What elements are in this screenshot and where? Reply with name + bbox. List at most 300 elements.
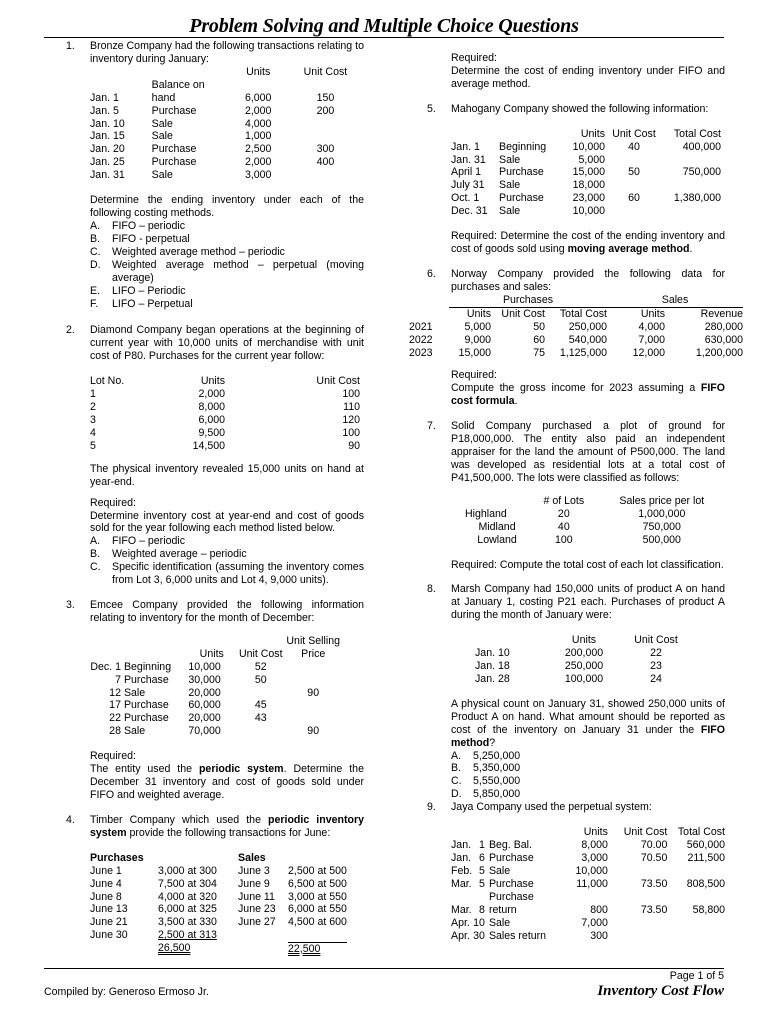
table-cell: 250,000 [564,660,604,673]
table-row [90,92,364,105]
table-cell: 6,000 at 325 [158,903,217,916]
table-cell: 540,000 [568,333,607,346]
table-row [90,440,360,453]
table-cell [286,712,340,725]
right-column [405,52,743,942]
col-header-total-cost: Total Cost [677,826,725,839]
table-cell: 6,000 [244,91,272,104]
table-cell: 20,000 [188,712,221,725]
table-cell: Jan. 18 [475,660,510,673]
table-row [90,929,347,942]
table-cell: June 23 [238,903,276,916]
table-cell: 43 [254,712,267,725]
table-cell: 70.50 [640,852,668,865]
table-cell: 28 [109,725,121,738]
col-header-sales-units: Units [640,307,665,320]
table-cell: Sale [488,916,511,929]
table-cell: Jan. 25 [90,156,125,169]
option-item: A. FIFO – periodic [90,219,186,232]
table-cell [605,154,663,167]
table-cell: 3,000 [581,852,608,865]
table-cell: 8,000 [581,839,608,852]
problem-number: 8. [427,583,436,596]
table-cell [286,661,340,674]
option-list [451,750,725,802]
problem-4-continued [405,52,725,91]
transactions-table [451,826,725,942]
table-cell: 5 [479,864,485,877]
option-item: D. Weighted average method – perpetual (moving average) [90,258,364,284]
table-cell: Sale [151,130,173,143]
table-cell: 300 [590,929,608,942]
table-row [451,878,725,891]
table-cell: 1,380,000 [673,192,721,205]
table-cell: 70.00 [640,839,668,852]
left-column [44,40,364,956]
table-cell: 75 [533,346,545,359]
col-header-units: Units [580,127,605,140]
table-row [409,334,743,347]
table-cell: 52 [254,660,267,673]
table-cell: 7,500 at 304 [158,877,217,890]
table-cell: 73.50 [640,877,668,890]
table-cell: 58,800 [692,903,725,916]
table-cell [663,205,721,218]
table-cell: Beginning [499,140,547,153]
problem-intro: Marsh Company had 150,000 units of product A on hand at January 1, costing P21 each. Purchases of product A during the month of January were: [451,583,725,622]
option-item: D. 5,850,000 [451,788,521,801]
col-header-units: Units [200,375,225,388]
problem-number: 5. [427,102,436,115]
table-cell: 6,500 at 500 [288,877,347,890]
table-cell: 90 [307,686,320,699]
page-number: Page 1 of 5 [669,970,724,982]
table-row [451,192,721,205]
option-item: B. FIFO - perpetual [90,232,190,245]
problem-9 [405,801,725,942]
table-cell: Sale [123,686,146,699]
table-cell: 500,000 [642,533,681,546]
table-row [451,917,725,930]
table-row [90,156,364,169]
table-cell [286,674,340,687]
table-cell: Apr. [451,929,470,942]
table-cell: Jan. 28 [475,672,510,685]
table-cell: 3,000 [244,169,272,182]
table-cell: 3,500 at 330 [158,916,217,929]
table-cell: 2,000 [244,156,272,169]
table-cell: 10,000 [575,864,608,877]
table-cell: 400,000 [682,140,721,153]
col-header-units: Units [571,634,597,647]
problem-text: The physical inventory revealed 15,000 units on hand at year-end. [90,462,364,488]
col-header-price: Unit Selling [286,634,340,647]
table-cell: June 30 [90,929,128,942]
table-cell: July 31 [451,179,485,192]
table-cell: Purchase [151,156,197,169]
table-row [90,388,360,401]
col-header-total-cost: Total Cost [673,127,721,140]
table-row [451,904,725,917]
table-cell: 560,000 [686,839,725,852]
table-cell [667,891,725,904]
table-row [465,534,725,547]
table-cell: 200 [316,104,335,117]
table-cell: Sale [499,153,521,166]
col-header-lots: # of Lots [543,494,585,507]
table-row [90,712,340,725]
table-cell: Balance on [151,78,205,91]
col-header-units: Units [246,65,271,78]
table-cell: Jan. 5 [90,104,119,117]
table-row [90,674,340,687]
table-cell: June 27 [238,916,276,929]
option-item: B. 5,350,000 [451,762,521,775]
table-cell: Sale [499,179,521,192]
table-cell [451,891,473,904]
col-header-lot: Lot No. [90,375,125,388]
table-row [451,839,725,852]
table-cell: 1,000 [244,130,272,143]
table-cell: 2,500 at 500 [288,864,347,877]
table-row [90,414,360,427]
table-cell [667,917,725,930]
table-cell: return [488,903,517,916]
table-cell: 5 [479,877,485,890]
table-cell: 4,000 [638,320,665,333]
problem-8 [405,583,725,801]
purchases-sales-table [409,294,743,360]
table-cell: 100 [554,533,573,546]
table-cell: 24 [650,672,662,685]
table-cell: Jan. [451,852,472,865]
table-row [475,660,701,673]
table-cell: 8,000 [198,401,225,414]
option-item: A. FIFO – periodic [90,535,186,548]
col-header-unit-cost: Unit Cost [634,634,678,647]
option-item: A. 5,250,000 [451,749,521,762]
table-cell: Purchase [488,852,534,865]
option-item: C. Weighted average method – periodic [90,245,285,258]
problem-7 [405,420,725,571]
table-cell: 7,000 [638,333,665,346]
table-cell: 280,000 [704,320,743,333]
table-cell: 10,000 [572,205,605,218]
table-cell: 800 [590,903,608,916]
total-sales: 22,500 [288,942,321,955]
table-cell: Mar. [451,877,472,890]
footer-subject-title: Inventory Cost Flow [597,983,724,999]
table-cell [287,169,364,182]
table-row [90,661,340,674]
table-cell: 5 [90,439,96,452]
table-cell: 2 [90,401,96,414]
table-cell: June 11 [238,890,275,903]
table-row [451,179,721,192]
table-cell: Sale [123,725,146,738]
table-cell: 40 [557,520,570,533]
table-cell: 90 [307,725,320,738]
table-row [409,321,743,334]
table-row [475,673,701,686]
table-cell: 12,000 [632,346,665,359]
table-cell: 10 [473,916,485,929]
table-cell: Dec. 31 [451,205,488,218]
col-header-unit-cost: Unit Cost [238,647,283,660]
table-cell: 60 [533,333,545,346]
option-item: B. Weighted average – periodic [90,548,247,561]
table-cell: Jan. 10 [475,647,510,660]
title-divider [44,37,724,38]
table-cell: Oct. 1 [451,192,480,205]
table-row [90,725,340,738]
table-cell: Purchase [499,166,544,179]
problem-intro: Emcee Company provided the following information relating to inventory for the month of December: [90,599,364,624]
table-cell: 10,000 [188,660,221,673]
problem-number: 2. [66,324,75,337]
table-cell: 50 [533,320,545,333]
table-cell [663,154,721,167]
table-cell: Purchase [123,699,169,712]
table-cell: 8 [479,903,485,916]
table-cell [473,891,489,904]
page-title: Problem Solving and Multiple Choice Questions [189,15,579,37]
table-cell: 50 [628,166,640,179]
table-cell: 4 [90,426,96,439]
table-cell: 23 [650,660,662,673]
table-cell: Sale [488,864,511,877]
table-cell: 18,000 [572,179,605,192]
table-cell: Jan. 1 [90,91,119,104]
table-cell: June 3 [238,864,270,877]
table-cell [605,179,663,192]
table-cell: June 8 [90,890,122,903]
table-cell: 100 [342,426,360,439]
col-header-unit-cost: Unit Cost [623,826,668,839]
problem-intro: Diamond Company began operations at the beginning of current year with 10,000 units of merchandise with unit cost of P80. Purchases for the current year follow: [90,324,364,363]
table-cell: 40 [628,140,640,153]
table-cell: Sale [151,169,173,182]
table-cell: 300 [316,143,335,156]
table-cell: 630,000 [704,333,743,346]
table-cell: 17 [109,699,121,712]
table-cell: June 13 [90,903,128,916]
table-cell: 211,500 [687,852,725,865]
problem-2 [44,324,364,587]
table-cell: Feb. [451,864,473,877]
table-cell: Jan. [451,839,472,852]
transactions-table [90,635,340,738]
table-cell [235,725,286,738]
table-cell: hand [151,91,176,104]
table-cell: 12 [109,686,121,699]
table-row [90,427,360,440]
table-cell: 1,000,000 [638,507,686,520]
problem-number: 6. [427,267,436,280]
table-cell: Purchase [123,673,169,686]
table-cell: 2,500 at 313 [158,929,217,942]
table-cell: 120 [342,413,360,426]
table-cell [667,930,725,943]
table-cell: 150 [316,91,335,104]
problem-question: Compute the gross income for 2023 assuming a FIFO cost formula. [451,382,725,408]
table-cell: 100 [342,388,360,401]
col-header-unit-cost: Unit Cost [303,65,348,78]
table-cell: 1,125,000 [559,346,607,359]
problem-number: 3. [66,599,75,612]
problem-question: The entity used the periodic system. Determine the December 31 inventory and cost of goods sold under FIFO and weighted average. [90,763,364,802]
table-cell: 4,500 at 600 [288,916,347,929]
table-cell: 15,000 [458,346,491,359]
table-cell: 73.50 [640,903,668,916]
problem-intro: Mahogany Company showed the following information: [451,102,709,115]
table-cell [235,687,286,700]
table-cell: 1,200,000 [695,346,743,359]
footer-divider [44,968,724,969]
problem-question: Determine inventory cost at year-end and cost of goods sold for the year following each method listed below. [90,509,364,535]
problem-number: 9. [427,801,436,814]
table-row [451,154,721,167]
table-cell: 9,000 [464,333,491,346]
option-list [90,220,364,310]
table-cell: Jan. 15 [90,130,125,143]
table-cell: Highland [465,507,507,520]
compiled-by: Compiled by: Generoso Ermoso Jr. [44,986,209,998]
table-cell: June 4 [90,877,122,890]
table-cell: 7 [115,673,121,686]
table-cell: 9,500 [198,426,225,439]
table-cell [287,118,364,131]
col-header-unit-cost: Unit Cost [612,127,656,140]
table-cell: 90 [348,439,360,452]
table-row [90,865,347,878]
table-row [90,169,364,182]
table-cell: 5,000 [464,320,491,333]
col-header-units: Units [583,826,608,839]
problem-5 [405,103,725,256]
problem-intro: Jaya Company used the perpetual system: [451,801,652,814]
table-cell: 30,000 [188,673,221,686]
table-cell: 200,000 [564,647,604,660]
table-cell: Jan. 10 [90,117,125,130]
table-cell: 2,000 [244,104,272,117]
table-cell [286,699,340,712]
problem-6 [405,267,743,408]
problem-question: Determine the ending inventory under each of the following costing methods. [90,194,364,220]
required-label: Required: [451,369,497,382]
table-cell: April 1 [451,166,482,179]
table-cell [667,865,725,878]
table-cell: Midland [478,520,516,533]
table-row [90,891,347,904]
table-row [90,130,364,143]
table-cell: 10,000 [572,140,605,153]
table-cell: June 9 [238,877,270,890]
table-cell: 2,500 [244,143,272,156]
table-total-row [90,942,347,955]
purchases-table [475,634,701,686]
table-cell [566,891,608,904]
lots-table [465,495,725,547]
table-cell: Purchase [488,890,534,903]
table-row [90,401,360,414]
col-header-sales: Sales [607,294,743,307]
table-cell: 6 [479,852,485,865]
table-cell: 4,000 [244,117,272,130]
table-row [451,166,721,179]
table-cell: 22 [650,647,662,660]
table-cell: 250,000 [568,320,607,333]
table-cell: 2021 [409,320,433,333]
col-header-units: Units [466,307,491,320]
col-header-purchases: Purchases [90,851,144,864]
table-row [409,347,743,360]
col-header-price-2: Price [301,647,326,660]
col-header-unit-cost: Unit Cost [316,375,360,388]
table-cell [608,930,667,943]
table-cell: 60,000 [188,699,221,712]
table-cell: 23,000 [572,192,605,205]
table-cell: 110 [343,401,360,414]
problem-question: Determine the cost of ending inventory under FIFO and average method. [451,64,725,90]
table-cell: 3,000 at 550 [288,890,347,903]
table-row [90,916,347,929]
problem-number: 7. [427,420,436,433]
table-cell: 4,000 at 320 [158,890,217,903]
table-cell: Purchase [151,104,197,117]
table-cell: Jan. 31 [451,153,486,166]
table-row [465,521,725,534]
col-header-unit-cost: Unit Cost [501,307,545,320]
table-cell: Lowland [477,533,517,546]
table-cell [605,205,663,218]
table-cell: Purchase [488,877,534,890]
col-header-total-cost: Total Cost [559,307,607,320]
col-header-purchases: Purchases [449,294,607,307]
transactions-table [451,128,721,218]
table-cell: Sales return [488,929,547,942]
table-row [451,930,725,943]
option-item: C. 5,550,000 [451,775,521,788]
table-cell [663,179,721,192]
table-cell: Purchase [499,192,544,205]
table-row [90,878,347,891]
option-item: F. LIFO – Perpetual [90,297,193,310]
table-cell: 11,000 [576,877,608,890]
table-cell: 22 [109,712,121,725]
table-row [451,141,721,154]
table-cell: 20 [557,507,570,520]
table-cell: 400 [316,156,335,169]
option-item: C. Specific identification (assuming the inventory comes from Lot 3, 6,000 units and Lot 4, 9,000 units). [90,561,364,587]
table-cell: 100,000 [564,672,604,685]
table-cell: Jan. 31 [90,169,125,182]
table-cell: 750,000 [682,166,721,179]
table-cell: Sale [151,117,173,130]
table-row [451,852,725,865]
option-item: E. LIFO – Periodic [90,284,186,297]
table-cell: 2023 [409,346,433,359]
table-cell: 20,000 [188,686,221,699]
problem-question: Required: Determine the cost of the ending inventory and cost of goods sold using moving average method. [451,230,725,256]
table-row [90,105,364,118]
table-cell: 1 [90,388,96,401]
table-cell: 2,000 [198,388,225,401]
table-cell: 15,000 [572,166,605,179]
required-label: Required: [90,750,136,763]
problem-intro: Solid Company purchased a plot of ground for P18,000,000. The entity also paid an independent appraiser for the land the amount of P500,000. The land was developed as residential lots at a total cost of P41,500,000. The lots were classified as follows: [451,420,725,484]
table-cell: June 21 [90,916,128,929]
